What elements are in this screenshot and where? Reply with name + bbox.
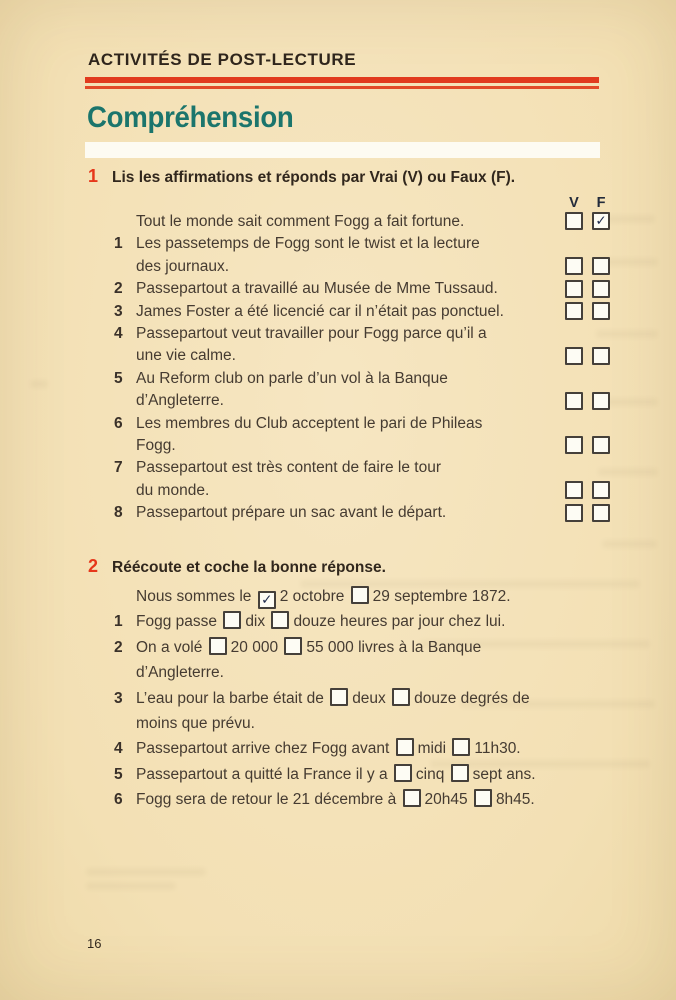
bleed-through-artifact <box>30 380 48 388</box>
item-text <box>136 211 565 233</box>
item-text-line: Au Reform club on parle d’un vol à la Banque <box>136 369 448 387</box>
vf-item <box>88 233 610 278</box>
checkbox[interactable] <box>451 764 469 782</box>
vf-checkboxes <box>565 436 610 454</box>
item-number: 1 <box>114 235 123 253</box>
vf-checkboxes <box>565 212 610 230</box>
checkbox[interactable] <box>565 280 583 298</box>
exercise-1 <box>88 166 610 525</box>
checkbox[interactable] <box>351 586 369 604</box>
item-text-line: Passepartout a travaillé au Musée de Mme Tussaud. <box>136 280 498 298</box>
item-text-line: moins que prévu. <box>136 715 255 733</box>
checkbox[interactable] <box>474 789 492 807</box>
bleed-through-artifact <box>86 868 206 876</box>
item-text <box>136 413 565 458</box>
choice-item <box>88 787 610 812</box>
checkbox[interactable] <box>396 738 414 756</box>
checkbox[interactable] <box>592 302 610 320</box>
item-text-line: Fogg passe dix douze heures par jour chez lui. <box>136 613 506 631</box>
checkbox[interactable] <box>565 392 583 410</box>
page-header: ACTIVITÉS DE POST-LECTURE <box>88 50 357 69</box>
item-text-line: des journaux. <box>136 257 230 275</box>
vf-item <box>88 413 610 458</box>
item-text-line: Passepartout veut travailler pour Fogg parce qu’il a <box>136 325 487 343</box>
item-text-line: Passepartout prépare un sac avant le départ. <box>136 504 447 522</box>
item-number: 3 <box>114 689 123 707</box>
checkbox[interactable] <box>592 257 610 275</box>
item-text-line: Tout le monde sait comment Fogg a fait fortune. <box>136 213 465 230</box>
vf-checkboxes <box>565 257 610 275</box>
choice-item <box>88 609 610 634</box>
checkbox[interactable] <box>330 688 348 706</box>
item-text <box>136 584 610 609</box>
item-text-line: Nous sommes le ✓ 2 octobre 29 septembre 1872. <box>136 588 511 607</box>
exercise-instruction: Réécoute et coche la bonne réponse. <box>112 559 386 576</box>
exercise1-items <box>88 211 610 525</box>
checkbox[interactable] <box>565 504 583 522</box>
item-number: 2 <box>114 280 123 298</box>
page-number: 16 <box>87 936 102 951</box>
checkbox[interactable] <box>452 738 470 756</box>
item-text-line: Passepartout est très content de faire le tour <box>136 459 442 477</box>
checkbox-checked[interactable] <box>258 591 276 609</box>
vf-checkboxes <box>565 392 610 410</box>
section-title: Compréhension <box>87 101 294 134</box>
item-text <box>136 457 565 502</box>
bleed-through-artifact <box>602 540 657 548</box>
item-text-line: On a volé 20 000 55 000 livres à la Banque <box>136 638 482 656</box>
vf-checkboxes <box>565 504 610 522</box>
item-text-line: Les passetemps de Fogg sont le twist et la lecture <box>136 235 480 253</box>
choice-item <box>88 686 610 737</box>
column-label-faux: F <box>596 195 606 211</box>
item-text <box>136 278 565 300</box>
checkbox[interactable] <box>403 789 421 807</box>
item-text <box>136 762 610 787</box>
item-text <box>136 609 610 634</box>
item-text <box>136 787 610 812</box>
exercise-number: 1 <box>88 166 99 186</box>
vf-item <box>88 502 610 524</box>
vf-item <box>88 211 610 233</box>
item-text <box>136 233 565 278</box>
choice-item <box>88 736 610 761</box>
choice-item <box>88 584 610 609</box>
checkbox[interactable] <box>592 392 610 410</box>
checkbox-checked[interactable] <box>592 212 610 230</box>
header-rule-thick <box>85 77 599 83</box>
item-text-line: Fogg. <box>136 437 176 455</box>
checkbox[interactable] <box>394 764 412 782</box>
vf-item <box>88 301 610 323</box>
checkbox[interactable] <box>565 436 583 454</box>
checkbox[interactable] <box>223 611 241 629</box>
exercise-instruction: Lis les affirmations et réponds par Vrai (V) ou Faux (F). <box>112 169 516 186</box>
exercise2-items <box>88 584 610 813</box>
checkbox[interactable] <box>592 436 610 454</box>
item-number <box>113 211 136 233</box>
item-number: 6 <box>114 791 123 809</box>
item-text-line: Fogg sera de retour le 21 décembre à 20h45 8h45. <box>136 791 535 809</box>
checkbox[interactable] <box>592 504 610 522</box>
item-text <box>136 736 610 761</box>
item-text-line: d’Angleterre. <box>136 392 224 410</box>
vf-checkboxes <box>565 280 610 298</box>
checkbox[interactable] <box>565 257 583 275</box>
checkbox[interactable] <box>592 347 610 365</box>
checkbox[interactable] <box>565 302 583 320</box>
checkbox[interactable] <box>565 481 583 499</box>
vf-item <box>88 278 610 300</box>
item-text-line: Passepartout arrive chez Fogg avant midi 11h30. <box>136 740 521 758</box>
item-number: 5 <box>114 765 123 783</box>
item-number: 1 <box>114 613 123 631</box>
choice-item <box>88 635 610 686</box>
checkbox[interactable] <box>284 637 302 655</box>
item-text-line: d’Angleterre. <box>136 664 224 682</box>
vf-checkboxes <box>565 347 610 365</box>
vf-item <box>88 368 610 413</box>
exercise-number: 2 <box>88 556 99 576</box>
checkbox[interactable] <box>565 212 583 230</box>
column-label-vrai: V <box>569 195 579 211</box>
item-text <box>136 686 610 737</box>
section-underline-bar <box>85 142 600 158</box>
checkmark-icon: ✓ <box>595 213 607 229</box>
item-text-line: L’eau pour la barbe était de deux douze degrés de <box>136 689 530 707</box>
checkmark-icon: ✓ <box>261 592 273 607</box>
item-text <box>136 502 565 524</box>
item-text <box>136 635 610 686</box>
item-text <box>136 368 565 413</box>
exercise-2 <box>88 556 610 813</box>
item-number <box>113 584 136 609</box>
item-number: 4 <box>114 740 123 758</box>
item-number: 3 <box>114 302 123 320</box>
bleed-through-artifact <box>86 882 176 890</box>
checkbox[interactable] <box>565 347 583 365</box>
checkbox[interactable] <box>271 611 289 629</box>
checkbox[interactable] <box>592 481 610 499</box>
vf-item <box>88 323 610 368</box>
exercise-2-header <box>88 556 610 577</box>
item-number: 8 <box>114 504 123 522</box>
item-number: 5 <box>114 369 123 387</box>
checkbox[interactable] <box>392 688 410 706</box>
item-number: 7 <box>114 459 123 477</box>
item-text-line: du monde. <box>136 481 210 499</box>
item-number: 4 <box>114 325 123 343</box>
vf-checkboxes <box>565 302 610 320</box>
checkbox[interactable] <box>592 280 610 298</box>
item-text-line: Les membres du Club acceptent le pari de Phileas <box>136 414 483 432</box>
item-text-line: James Foster a été licencié car il n’était pas ponctuel. <box>136 302 504 320</box>
item-text <box>136 301 565 323</box>
item-number: 2 <box>114 638 123 656</box>
item-text-line: une vie calme. <box>136 347 236 365</box>
vf-checkboxes <box>565 481 610 499</box>
item-text <box>136 323 565 368</box>
choice-item <box>88 762 610 787</box>
item-number: 6 <box>114 414 123 432</box>
header-rule-thin <box>85 86 599 89</box>
vf-column-headers <box>565 195 610 211</box>
vf-item <box>88 457 610 502</box>
checkbox[interactable] <box>209 637 227 655</box>
exercise-1-header <box>88 166 610 187</box>
item-text-line: Passepartout a quitté la France il y a cinq sept ans. <box>136 765 536 783</box>
